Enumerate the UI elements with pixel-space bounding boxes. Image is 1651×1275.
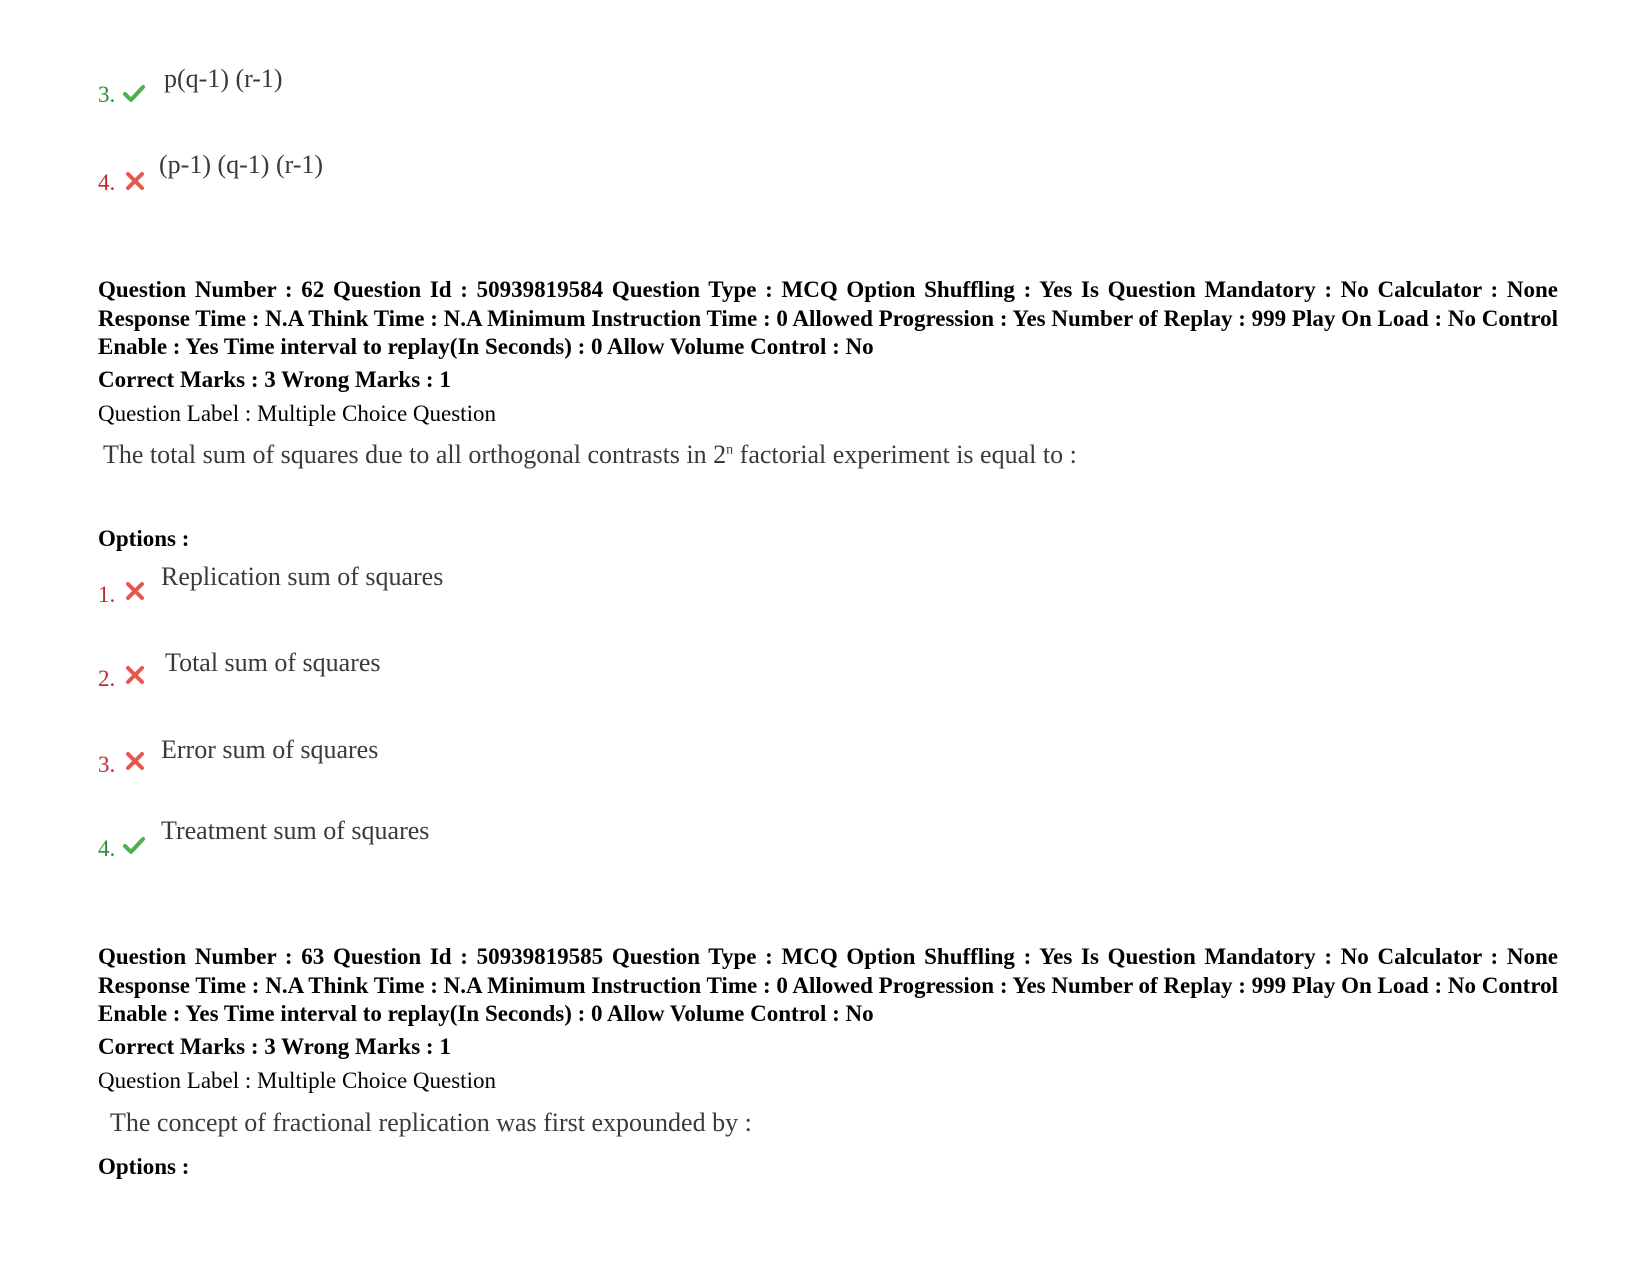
options-header: Options :: [98, 1154, 190, 1179]
option-text: (p-1) (q-1) (r-1): [159, 150, 324, 179]
option-number: 4.: [98, 836, 116, 861]
cross-icon: [124, 170, 146, 192]
option-text: Treatment sum of squares: [161, 816, 430, 845]
question-text: The total sum of squares due to all orthogonal contrasts in 2$^n$ factorial experiment is equal to :: [103, 440, 1077, 469]
question-text: The concept of fractional replication was first expounded by :: [110, 1108, 752, 1137]
question-marks: Correct Marks : 3 Wrong Marks : 1: [98, 1034, 451, 1059]
question-label: Question Label : Multiple Choice Question: [98, 401, 496, 426]
option-text: p(q-1) (r-1): [164, 64, 283, 93]
option-number: 2.: [98, 666, 116, 691]
option-number: 3.: [98, 82, 116, 107]
option-text: Replication sum of squares: [161, 562, 444, 591]
option-number: 4.: [98, 170, 116, 195]
option-text: Total sum of squares: [165, 648, 381, 677]
question-label: Question Label : Multiple Choice Question: [98, 1068, 496, 1093]
question-meta: Question Number : 63 Question Id : 50939819585 Question Type : MCQ Option Shuffling : Yes Is Question Mandatory : No Calculator : None Response Time : N.A Think Time : N.A Minimum Instruction Time : 0 Allowed Progression : Yes Number of Replay : 999 Play On Load : No Control Enable : Yes Time interval to replay(In Seconds) : 0 Allow Volume Control : No: [98, 944, 1558, 1026]
check-icon: [123, 82, 145, 104]
question-marks: Correct Marks : 3 Wrong Marks : 1: [98, 367, 451, 392]
check-icon: [123, 834, 145, 856]
question-meta: Question Number : 62 Question Id : 50939819584 Question Type : MCQ Option Shuffling : Yes Is Question Mandatory : No Calculator : None Response Time : N.A Think Time : N.A Minimum Instruction Time : 0 Allowed Progression : Yes Number of Replay : 999 Play On Load : No Control Enable : Yes Time interval to replay(In Seconds) : 0 Allow Volume Control : No: [98, 277, 1558, 359]
options-header: Options :: [98, 526, 190, 551]
option-number: 1.: [98, 582, 116, 607]
cross-icon: [124, 750, 146, 772]
cross-icon: [124, 580, 146, 602]
option-text: Error sum of squares: [161, 735, 379, 764]
option-number: 3.: [98, 752, 116, 777]
cross-icon: [124, 664, 146, 686]
